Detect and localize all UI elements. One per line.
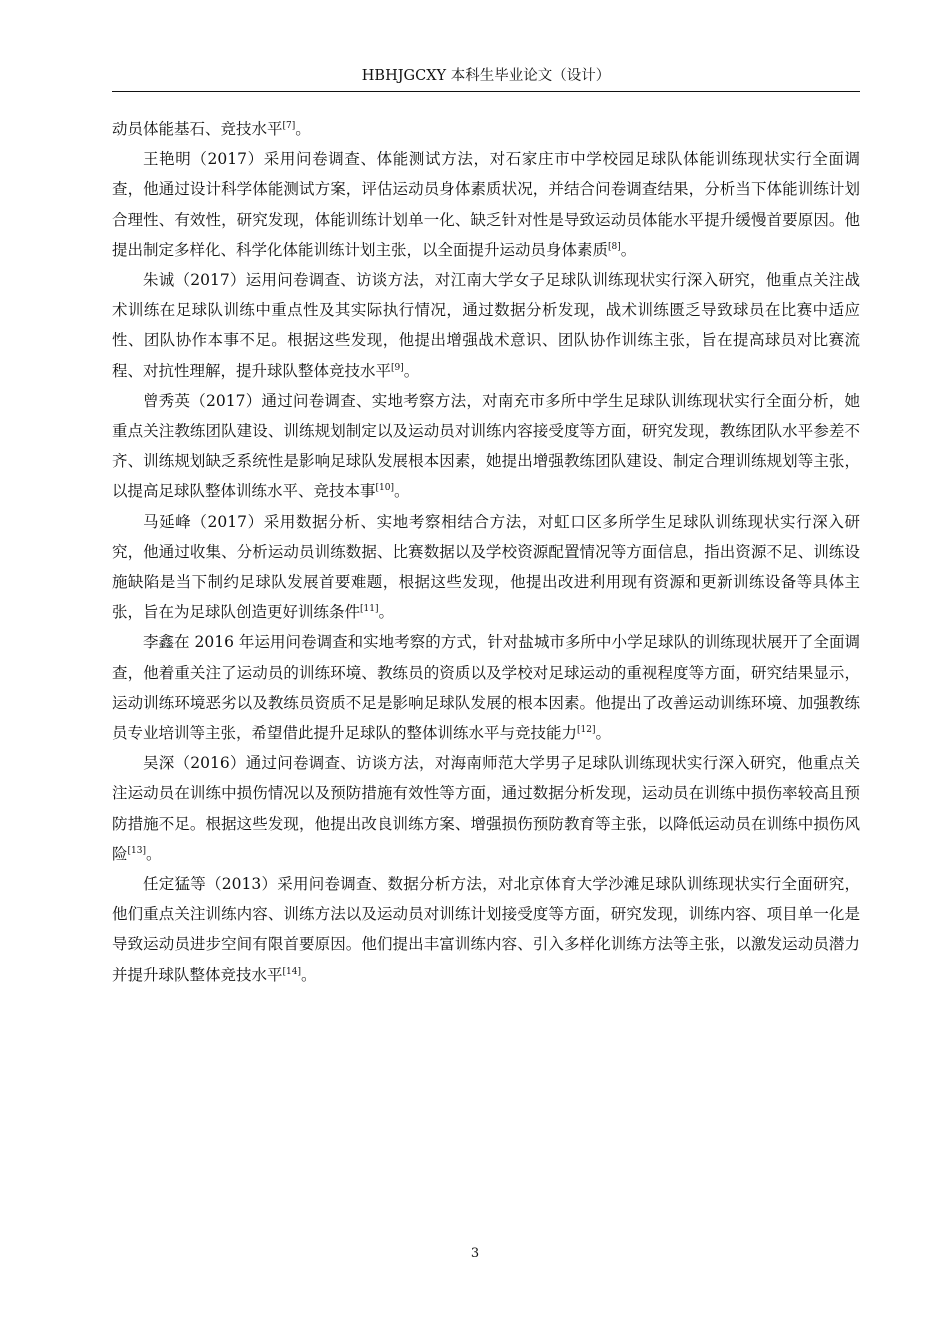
- page-number: 3: [470, 1246, 480, 1261]
- paragraph: 曾秀英（2017）通过问卷调查、实地考察方法，对南充市多所中学生足球队训练现状实行全面分析，她重点关注教练团队建设、训练规划制定以及运动员对训练内容接受度等方面，研究发现，教练团队水平参差不齐、训练规划缺乏系统性是影响足球队发展根本因素，她提出增强教练团队建设、制定合理训练规划等主张，以提高足球队整体训练水平、竞技本事[10]。: [112, 391, 860, 501]
- citation-ref: [11]: [360, 604, 379, 615]
- paragraph: 朱诚（2017）运用问卷调查、访谈方法，对江南大学女子足球队训练现状实行深入研究，他重点关注战术训练在足球队训练中重点性及其实际执行情况，通过数据分析发现，战术训练匮乏导致球员在比赛中适应性、团队协作本事不足。根据这些发现，他提出增强战术意识、团队协作训练主张，旨在提高球员对比赛流程、对抗性理解，提升球队整体竞技水平[9]。: [112, 271, 860, 380]
- paragraph: 吴深（2016）通过问卷调查、访谈方法，对海南师范大学男子足球队训练现状实行深入研究，他重点关注运动员在训练中损伤情况以及预防措施有效性等方面，通过数据分析发现，运动员在训练中损伤率较高且预防措施不足。根据这些发现，他提出改良训练方案、增强损伤预防教育等主张，以降低运动员在训练中损伤风险[13]。: [112, 754, 860, 863]
- header-rule: [112, 91, 860, 92]
- paragraph: 任定猛等（2013）采用问卷调查、数据分析方法，对北京体育大学沙滩足球队训练现状实行全面研究，他们重点关注训练内容、训练方法以及运动员对训练计划接受度等方面，研究发现，训练内容、项目单一化是导致运动员进步空间有限首要原因。他们提出丰富训练内容、引入多样化训练方法等主张，以激发运动员潜力并提升球队整体竞技水平[14]。: [112, 875, 860, 984]
- paragraph: 李鑫在 2016 年运用问卷调查和实地考察的方式，针对盐城市多所中小学足球队的训练现状展开了全面调查，他着重关注了运动员的训练环境、教练员的资质以及学校对足球运动的重视程度等方面，研究结果显示，运动训练环境恶劣以及教练员资质不足是影响足球队发展的根本因素。他提出了改善运动训练环境、加强教练员专业培训等主张，希望借此提升足球队的整体训练水平与竞技能力[12]。: [112, 633, 860, 743]
- citation-ref: [8]: [608, 241, 621, 252]
- citation-ref: [14]: [282, 966, 301, 977]
- paragraph: 马延峰（2017）采用数据分析、实地考察相结合方法，对虹口区多所学生足球队训练现状实行深入研究，他通过收集、分析运动员训练数据、比赛数据以及学校资源配置情况等方面信息，指出资源不足、训练设施缺陷是当下制约足球队发展首要难题，根据这些发现，他提出改进利用现有资源和更新训练设备等具体主张，旨在为足球队创造更好训练条件[11]。: [112, 512, 860, 622]
- paragraph: 动员体能基石、竞技水平[7]。: [112, 120, 311, 138]
- paragraph: 王艳明（2017）采用问卷调查、体能测试方法，对石家庄市中学校园足球队体能训练现状实行全面调查，他通过设计科学体能测试方案，评估运动员身体素质状况，并结合问卷调查结果，分析当下体能训练计划合理性、有效性，研究发现，体能训练计划单一化、缺乏针对性是导致运动员体能水平提升缓慢首要原因。他提出制定多样化、科学化体能训练计划主张，以全面提升运动员身体素质[8]。: [112, 150, 860, 259]
- citation-ref: [7]: [282, 121, 296, 131]
- citation-ref: [13]: [127, 845, 146, 856]
- citation-ref: [10]: [375, 483, 394, 494]
- citation-ref: [12]: [577, 725, 596, 736]
- body-text: [112, 114, 860, 990]
- running-header: HBHJGCXY 本科生毕业论文（设计）: [361, 68, 611, 84]
- citation-ref: [9]: [391, 362, 404, 373]
